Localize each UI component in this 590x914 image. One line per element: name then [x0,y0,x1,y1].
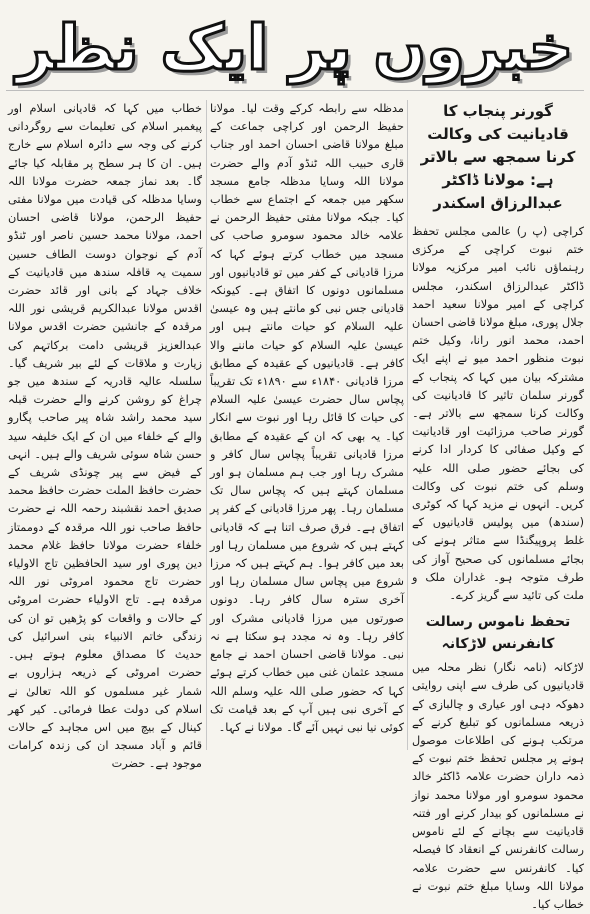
article-column-left [8,100,202,771]
article-column-middle [210,100,404,750]
article-column-right [412,100,584,911]
article-headline: گورنر پنجاب کا قادیانیت کی وکالت کرنا سمجھ سے بالاتر ہے: مولانا ڈاکٹر عبدالرزاق اسکندر [420,102,576,212]
article-body: کراچی (پ ر) عالمی مجلس تحفظ ختم نبوت کراچی کے مرکزی رہنماؤں نائب امیر مرکزیہ مولانا ڈاکٹر عبدالرزاق اسکندر، مجلس کراچی کے امیر مولانا سعید احمد جلال پوری، مبلغ مولانا قاضی احسان احمد، محمد انور رانا، وکیل ختم نبوت منظور احمد میو نے اپنے ایک مشترکہ بیان میں کہا کہ پنجاب کے گورنر سلمان تاثیر کا قادیانیت کی وکالت کرنا سمجھ سے بالاتر ہے۔ گورنر صاحب مرزائیت اور قادیانیت کے وکیل صفائی کا کردار ادا کرنے کی بجائے حضور صلی اللہ علیہ وسلم کی ختم نبوت کی وکالت کریں۔ انہوں نے مزید کہا کہ کوٹری (سندھ) میں پولیس قادیانیوں کے غلط پروپیگنڈا سے متاثر ہونے کی بجائے مسلمانوں کی صحیح آواز کی طرف متوجہ ہو۔ غداران ملک و ملت کی تائید سے گریز کرے۔ [412,225,584,603]
column-divider [407,100,408,750]
article-body: خطاب میں کہا کہ قادیانی اسلام اور پیغمبر اسلام کی تعلیمات سے روگردانی کرنے کی وجہ سے دائرہ اسلام سے خارج ہیں۔ ان کا ہر سطح پر مقابلہ کیا جائے گا۔ بعد نماز جمعہ حضرت مولانا اللہ وسایا مدظلہ کی قیادت میں مولانا مفتی حفیظ الرحمن، مولانا قاضی احسان احمد، مولانا محمد حسین ناصر اور ٹنڈو آدم کے نوجوان دوست الطاف حسین سمیت یہ قافلہ سندھ میں قادیانیت کے خلاف جہاد کے بانی اور قائد حضرت اقدس مولانا عبدالکریم قریشی نور اللہ مرقدہ کے جانشین حضرت اقدس مولانا عبدالعزیز قریشی دامت برکاتہم کی زیارت و ملاقات کے لئے بیر شریف گیا۔ سلسلہ عالیہ قادریہ کے سندھ میں جو چراغ کو روشن کرنے والے حضرت قبلہ سید محمد راشد شاہ پیر صاحب پگارو والے کے خلفاء میں ان کے ایک خلیفہ سید حسن شاہ سوئی شریف والے ہیں۔ انہی کے فیض سے پیر چونڈی شریف کے حضرت حافظ الملت حضرت حافظ محمد صدیق احمد نقشبند رحمہ اللہ نے حضرت حافظ صاحب نور اللہ مرقدہ کے دوممتاز خلفاء حضرت مولانا حافظ غلام محمد دین پوری اور سید الحافظین تاج الاولیاء حضرت تاج محمود امروٹی نور اللہ مرقدہ ہے۔ تاج الاولیاء حضرت امروٹی کے حالات و واقعات کو پڑھیں تو ان کی زندگی خاتم الانبیاء بنی اسرائیل کی حدیث کا مصداق معلوم ہوتے ہیں۔ حضرت امروٹی کے ذریعہ ہزاروں بے شمار غیر مسلموں کو اللہ تعالیٰ نے اسلام کی دولت عطا فرمائی۔ کیر کھر کینال کے بیچ میں اس مجاہد کے حالات قائم و آباد مسجد ان کی زندہ کرامات موجود ہے۔ حضرت [8,102,202,771]
article-body: لاڑکانہ (نامہ نگار) نظر محلہ میں قادیانیوں کی طرف سے اپنی روایتی دھوکہ دہی اور عیاری و چالبازی کے ذریعہ مسلمانوں کو تبلیغ کرنے کے مرتکب ہونے کی اطلاعات موصول ہونے پر مجلس تحفظ ختم نبوت کے ذمہ داران حضرت علامہ ڈاکٹر خالد محمود سومرو اور مولانا محمد نواز نے مسلمانوں کو بیدار کرنے اور فتنہ قادیانیت سے بچانے کے لئے ناموس رسالت کانفرنس کے انعقاد کا فیصلہ کیا۔ کانفرنس سے حضرت علامہ مولانا اللہ وسایا مبلغ ختم نبوت نے خطاب کیا۔ [412,661,584,911]
article-body: مدظلہ سے رابطہ کرکے وقت لیا۔ مولانا حفیظ الرحمن اور کراچی جماعت کے مبلغ مولانا قاضی احسان احمد اور جناب قاری حبیب اللہ ٹنڈو آدم والے حضرت مولانا اللہ وسایا مدظلہ جامع مسجد سکھر میں جمعہ کے اجتماع سے خطاب کیا۔ جبکہ مولانا مفتی حفیظ الرحمن نے علامہ خالد محمود سومرو صاحب کی مسجد میں خطاب کرتے ہوئے کہا کہ مرزا قادیانی کے کفر میں تو قادیانیوں اور مسلمانوں دونوں کا اتفاق ہے۔ کیونکہ قادیانی جس نبی کو مانتے ہیں وہ عیسیٰ علیہ السلام کو حیات مانتے ہیں اور عیسیٰ علیہ السلام کو حیات ماننے والا کافر ہے۔ قادیانیوں کے عقیدہ کے مطابق مرزا قادیانی ۱۸۴۰ء سے ۱۸۹۰ء تک تقریباً پچاس سال حضرت عیسیٰ علیہ السلام کی حیات کا قائل رہا اور نبوت سے انکار کیا۔ یہ بھی کہ ان کے عقیدہ کے مطابق مرزا قادیانی تقریباً پچاس سال کافر و مشرک رہا اور جب ہم مسلمان ہو اور مسلمان کہتے ہیں کہ پچاس سال تک مسلمان رہا۔ پھر مرزا قادیانی کے کفر پر اتفاق ہے۔ فرق صرف اتنا ہے کہ قادیانی کہتے ہیں کہ شروع میں مسلمان رہا اور بعد میں کافر ہوا۔ ہم کہتے ہیں کہ مرزا شروع میں پچاس سال مسلمان رہا اور آخری سترہ سال کافر رہا۔ دونوں صورتوں میں مرزا قادیانی مشرک اور کافر رہا۔ وہ نہ مجدد ہو سکتا ہے نہ نبی۔ مولانا قاضی احسان احمد نے جامع مسجد عثمان غنی میں خطاب کرتے ہوئے کہا کہ حضور صلی اللہ علیہ وسلم اللہ کے آخری نبی ہیں آپ کے بعد قیامت تک کوئی نیا نبی نہیں آئے گا۔ مولانا نے کہا۔ [210,102,404,734]
masthead-title: خبروں پر ایک نظر [16,11,574,84]
article-subheading: تحفظ ناموس رسالت کانفرنس لاڑکانہ [425,614,571,653]
column-divider [206,100,207,750]
page-masthead [6,6,584,91]
